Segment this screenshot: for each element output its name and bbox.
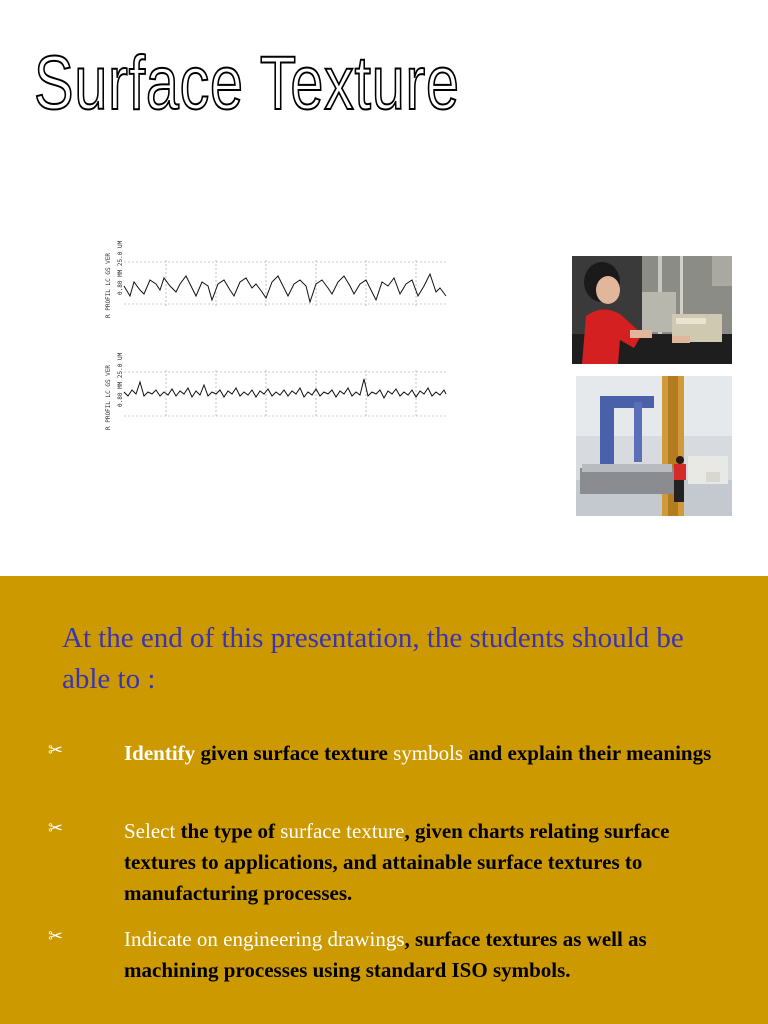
profilometer-operator-photo: [572, 256, 732, 364]
scissors-bullet-icon: ✂: [48, 740, 64, 761]
scissors-bullet-icon: ✂: [48, 818, 64, 839]
trace-2-scale: 0.80 MM 25.0 UM: [117, 352, 124, 407]
surface-profile-trace-1: [96, 240, 456, 322]
objective-verb: Indicate on engineering drawings: [124, 927, 405, 951]
trace-1-label: R PROFIL LC GS VER: [105, 252, 112, 318]
objective-verb: Identify: [124, 741, 196, 765]
objective-highlight: symbols: [393, 741, 464, 765]
objective-highlight: surface texture: [280, 819, 405, 843]
objectives-slide: [0, 576, 768, 1024]
slide-title: Surface Texture: [34, 41, 460, 126]
objectives-intro: At the end of this presentation, the students should be able to :: [62, 622, 684, 695]
scissors-bullet-icon: ✂: [48, 926, 64, 947]
objective-text-1: Identify given surface texture symbols and explain their meanings: [124, 741, 712, 765]
objective-text-2: Select the type of surface texture, given charts relating surface textures to applications, and attainable surface textures to manufacturing processes.: [124, 819, 670, 905]
objective-verb: Select: [124, 819, 176, 843]
objective-text-3: Indicate on engineering drawings, surface textures as well as machining processes using standard ISO symbols.: [124, 927, 647, 982]
surface-profile-trace-2: [96, 352, 456, 434]
trace-1-scale: 0.80 MM 25.0 UM: [117, 240, 124, 295]
trace-2-label: R PROFIL LC GS VER: [105, 364, 112, 430]
cmm-room-photo: [576, 376, 732, 516]
